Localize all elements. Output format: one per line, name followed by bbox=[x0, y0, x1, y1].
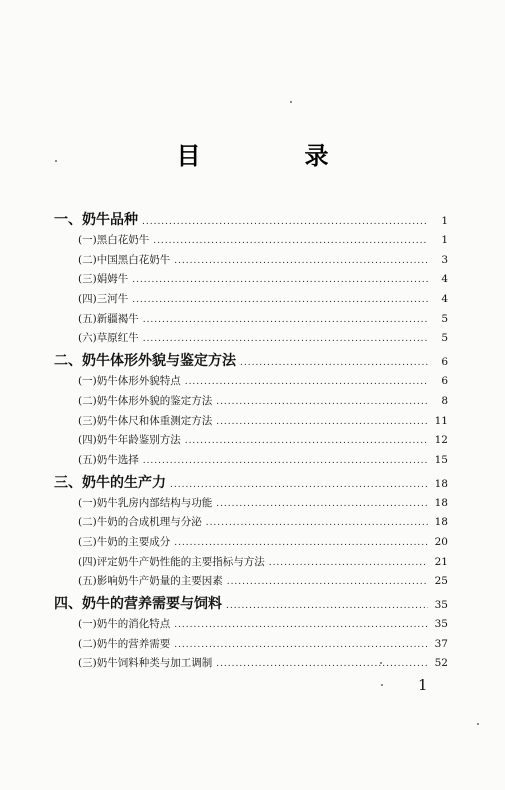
section-page-number: 35 bbox=[434, 618, 448, 630]
section-title: (二)牛奶的合成机理与分泌 bbox=[78, 516, 202, 529]
section-title: (一)奶牛体形外貌特点 bbox=[78, 375, 181, 388]
section-title: (二)奶牛体形外貌的鉴定方法 bbox=[78, 394, 213, 407]
section-page-number: 52 bbox=[434, 657, 448, 670]
section-page-number: 11 bbox=[434, 414, 448, 427]
section-page-number: 4 bbox=[441, 293, 448, 306]
dot-leader bbox=[143, 315, 428, 325]
section-page-number: 5 bbox=[441, 332, 448, 345]
dot-leader bbox=[143, 334, 428, 344]
section-page-number: 5 bbox=[441, 312, 448, 325]
toc-chapter-row bbox=[54, 593, 448, 616]
chapter-page-number: 18 bbox=[434, 477, 448, 490]
toc-section-row bbox=[54, 616, 448, 636]
section-title: (五)新疆褐牛 bbox=[78, 312, 139, 325]
dot-leader bbox=[174, 256, 428, 266]
section-title: (六)草原红牛 bbox=[78, 332, 139, 345]
scan-speck bbox=[380, 662, 382, 664]
section-page-number: 4 bbox=[441, 273, 448, 286]
section-title: (五)奶牛选择 bbox=[78, 453, 139, 466]
chapter-title: 三、奶牛的生产力 bbox=[54, 474, 166, 491]
section-title: (三)牛奶的主要成分 bbox=[78, 535, 171, 548]
section-page-number: 6 bbox=[441, 375, 448, 388]
section-title: (一)奶牛的消化特点 bbox=[78, 618, 171, 630]
toc-section-row bbox=[54, 413, 448, 433]
toc-section-row bbox=[54, 373, 448, 393]
dot-leader bbox=[216, 397, 428, 407]
toc-section-row bbox=[54, 330, 448, 350]
section-page-number: 25 bbox=[434, 575, 448, 588]
scan-speck bbox=[290, 101, 292, 103]
dot-leader bbox=[132, 275, 428, 285]
dot-leader bbox=[153, 236, 428, 246]
dot-leader bbox=[226, 601, 428, 611]
section-page-number: 12 bbox=[434, 434, 448, 447]
dot-leader bbox=[170, 480, 428, 490]
dot-leader bbox=[240, 358, 428, 368]
section-title: (一)奶牛乳房内部结构与功能 bbox=[78, 496, 213, 509]
dot-leader bbox=[206, 518, 428, 528]
toc-chapter-row bbox=[54, 209, 448, 232]
section-page-number: 3 bbox=[441, 253, 448, 266]
dot-leader bbox=[216, 417, 428, 427]
chapter-title: 四、奶牛的营养需要与饲料 bbox=[54, 596, 222, 612]
page-title: 目 录 bbox=[176, 142, 369, 170]
chapter-title: 一、奶牛品种 bbox=[54, 212, 138, 228]
toc-section-row bbox=[54, 554, 448, 574]
scan-speck bbox=[477, 723, 479, 725]
dot-leader bbox=[174, 620, 428, 630]
section-title: (五)影响奶牛产奶量的主要因素 bbox=[78, 575, 223, 588]
section-title: (三)奶牛饲料种类与加工调制 bbox=[78, 657, 213, 670]
dot-leader bbox=[185, 377, 428, 387]
dot-leader bbox=[216, 499, 428, 509]
toc-chapter-row bbox=[54, 350, 448, 373]
toc-section-row bbox=[54, 534, 448, 554]
scan-speck bbox=[55, 160, 57, 162]
section-title: (二)奶牛的营养需要 bbox=[78, 637, 171, 650]
section-page-number: 15 bbox=[434, 453, 448, 466]
dot-leader bbox=[132, 295, 428, 305]
section-page-number: 20 bbox=[434, 535, 448, 548]
section-title: (二)中国黑白花奶牛 bbox=[78, 253, 171, 266]
toc-section-row bbox=[54, 252, 448, 272]
toc-section-row bbox=[54, 452, 448, 472]
toc-chapter-row bbox=[54, 472, 448, 495]
section-title: (三)娟姆牛 bbox=[78, 273, 129, 286]
dot-leader bbox=[185, 436, 428, 446]
toc-section-row bbox=[54, 432, 448, 452]
toc-section-row bbox=[54, 291, 448, 311]
dot-leader bbox=[216, 659, 428, 669]
section-page-number: 37 bbox=[434, 637, 448, 650]
toc-section-row bbox=[54, 573, 448, 593]
section-title: (四)三河牛 bbox=[78, 293, 129, 306]
table-of-contents bbox=[54, 209, 448, 675]
toc-section-row bbox=[54, 311, 448, 331]
dot-leader bbox=[174, 640, 428, 650]
chapter-page-number: 1 bbox=[441, 215, 448, 227]
scan-speck bbox=[381, 684, 383, 686]
section-page-number: 21 bbox=[434, 555, 448, 568]
section-title: (三)奶牛体尺和体重测定方法 bbox=[78, 414, 213, 427]
chapter-page-number: 6 bbox=[441, 356, 448, 369]
dot-leader bbox=[174, 538, 428, 548]
chapter-title: 二、奶牛体形外貌与鉴定方法 bbox=[54, 353, 236, 370]
toc-section-row bbox=[54, 495, 448, 515]
section-page-number: 18 bbox=[434, 496, 448, 509]
dot-leader bbox=[143, 456, 428, 466]
section-page-number: 8 bbox=[441, 394, 448, 407]
section-page-number: 18 bbox=[434, 516, 448, 529]
section-title: (四)奶牛年龄鉴别方法 bbox=[78, 434, 181, 447]
section-title: (一)黑白花奶牛 bbox=[78, 234, 150, 246]
dot-leader bbox=[227, 577, 428, 587]
toc-section-row bbox=[54, 271, 448, 291]
chapter-page-number: 35 bbox=[434, 599, 448, 611]
dot-leader bbox=[269, 558, 428, 568]
toc-section-row bbox=[54, 514, 448, 534]
toc-section-row bbox=[54, 393, 448, 413]
dot-leader bbox=[142, 217, 428, 227]
section-title: (四)评定奶牛产奶性能的主要指标与方法 bbox=[78, 555, 265, 568]
toc-section-row bbox=[54, 232, 448, 252]
toc-section-row bbox=[54, 636, 448, 656]
page-number: 1 bbox=[418, 676, 428, 694]
section-page-number: 1 bbox=[441, 234, 448, 246]
toc-section-row bbox=[54, 655, 448, 675]
